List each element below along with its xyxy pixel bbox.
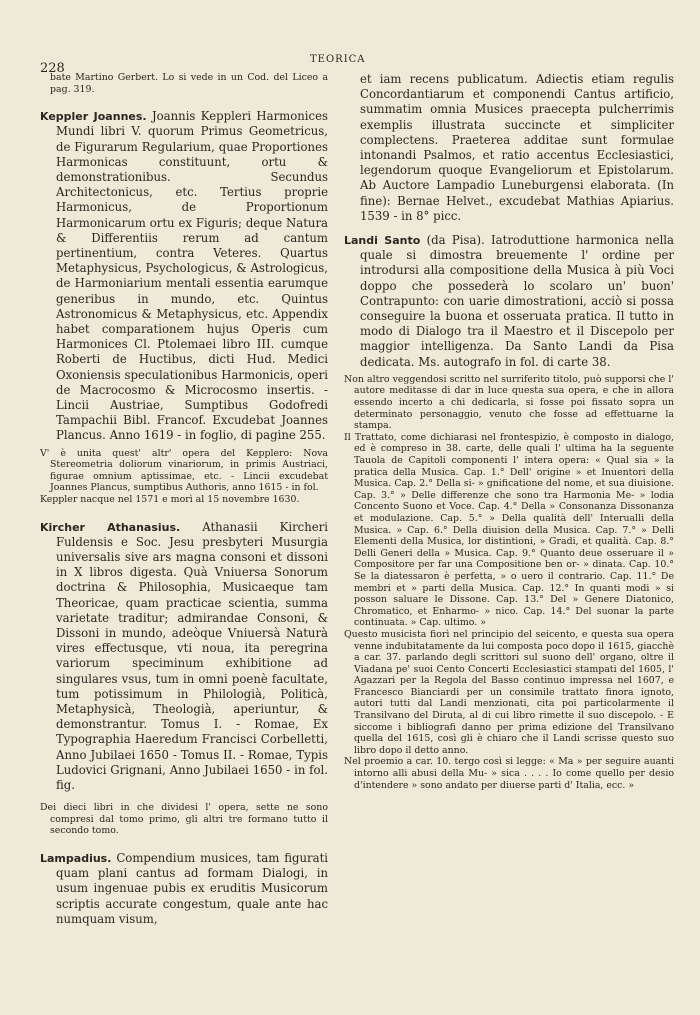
page-number: 228 [40,61,65,76]
keppler-note-1: V' è unita quest' altr' opera del Kepplero: Nova Stereometria doliorum vinariorum, in primis Austriaci, figurae omnium aptissimae, etc. - Lincii excudebat Joannes Plancus, sumptibus Authoris, anno 1615 - in fol. [40,447,328,494]
entry-keppler-text: Joannis Keppleri Harmonices Mundi libri V. quorum Primus Geometricus, de Figurarum Regularium, quae Proportiones Harmonicas constituunt, ortu & demonstrationibus. Secundus Architectonicus, etc. Tertius proprie Harmonicus, de Proportionum Harmonicarum ortu ex Figuris; deque Natura & Differentiis rerum ad cantum pertinentium, contra Veteres. Quartus Metaphysicus, Psychologicus, & Astrologicus, de Harmoniarium mentali essentia earumque generibus in mundo, etc. Quintus Astronomicus & Metaphysicus, etc. Appendix habet comparationem hujus Operis cum Harmonices Cl. Ptolemaei libro III. cumque Roberti de Huctibus, dicti Hud. Medici Oxoniensis speculationibus Harmonicis, operi de Macrocosmo & Microcosmo insertis. - Lincii Austriae, Sumptibus Godofredi Tampachii Bibl. Francof. Excudebat Joannes Plancus. Anno 1619 - in foglio, di pagine 255. [56,109,329,443]
entry-landi-name: Landi Santo [344,234,421,248]
running-head: TEORICA [310,54,366,65]
entry-lampadius [40,851,328,927]
entry-keppler-name: Keppler Joannes. [40,110,147,124]
right-column [344,72,674,791]
keppler-note-2: Keppler nacque nel 1571 e morì al 15 novembre 1630. [40,494,300,506]
landi-note-3: Questo musicista fiorì nel principio del seicento, e questa sua opera venne indubitatamente da lui composta poco dopo il 1615, giacchè a car. 37. parlando degli scrittori sul suono dell' organo, oltre il Viadana pe' suoi Cento Concerti Ecclesiastici stampati del 1605, l' Agazzari per la Regola del Basso continuo impressa nel 1607, e Francesco Bianciardi per un consimile trattato finora ignoto, autori tutti dal Landi menzionati, cita poi particolarmente il Transilvano del Diruta, al di cui libro rimette il suo discepolo. - E siccome i bibliografi danno per prima edizione del Transilvano quella del 1615, così gli è chiaro che il Landi scrisse questo suo libro dopo il detto anno. [344,628,674,756]
entry-lampadius-name: Lampadius. [40,852,112,866]
entry-kircher-text: Athanasii Kircheri Fuldensis e Soc. Jesu presbyteri Musurgia universalis sive ars magna consoni et dissoni in X libros digesta. Quà Vniuersa Sonorum doctrina & Philosophia, Musicaeque tam Theoricae, quam practicae scientia, summa varietate traditur; admirandae Consoni, & Dissoni in mundo, adeòque Vniuersà Naturà vires effectusque, vti noua, ita peregrina variorum speciminum exhibitione ad singulares vsus, tum in omni poenè facultate, tum potissimum in Philologià, Politicà, Metaphysicà, Theologià, aperiuntur, & demonstrantur. Tomus I. - Romae, Ex Typographia Haeredum Francisci Corbelletti, Anno Jubilaei 1650 - Tomus II. - Romae, Typis Ludovici Grignani, Anno Jubilaei 1650 - in fol. fig. [56,519,328,793]
entry-landi-text: (da Pisa). Iatroduttione harmonica nella quale si dimostra breuemente l' ordine per introdursi alla compositione della Musica à più Voci doppo che possederà lo scolaro un' buon' Contrapunto: con uarie dimostrationi, acciò si possa conseguire la buona et osseruata pratica. Il tutto in modo di Dialogo tra il Maestro et il Discepolo per maggior intelligenza. Da Santo Landi da Pisa dedicata. Ms. autografo in fol. di carte 38. [360,233,675,369]
entry-kircher-name: Kircher Athanasius. [40,520,181,534]
left-column [40,72,328,927]
landi-note-4: Nel proemio a car. 10. tergo così si legge: « Ma » per seguire auanti intorno alli abusi della Mu- » sica . . . . Io come quello per desio d'intendere » sono andato per diuerse parti d' Italia, ecc. » [344,756,674,791]
entry-keppler [40,109,328,443]
entry-lampadius-text: Compendium musices, tam figurati quam plani cantus ad formam Dialogi, in usum ingenuae pubis ex eruditis Musicorum scriptis accurate congestum, quale ante hac numquam visum, [56,851,329,926]
entry-landi [344,233,674,370]
kircher-note: Dei dieci libri in che dividesi l' opera, sette ne sono compresi dal tomo primo, gli altri tre formano tutto il secondo tomo. [40,802,328,837]
lampadius-continuation: et iam recens publicatum. Adiectis etiam regulis Concordantiarum et componendi Cantus artificio, summatim omnia Musices praecepta pulcherrimis exemplis illustrata succincte et simpliciter complectens. Praeterea additae sunt formulae intonandi Psalmos, et ratio accentus Ecclesiastici, legendorum quoque Evangeliorum et Epistolarum. Ab Auctore Lampadio Luneburgensi elaborata. (In fine): Bernae Helvet., excudebat Mathias Apiarius. 1539 - in 8° picc. [360,72,674,223]
landi-note-2: Il Trattato, come dichiarasi nel frontespizio, è composto in dialogo, ed è compreso in 38. carte, delle quali l' ultima ha la seguente Tauola de Capitoli componenti l' intera opera: « Qual sia » la pratica della Musica. Cap. 1.° Dell' origine » et Inuentori della Musica. Cap. 2.° Della si- » gnificatione del nome, et sua diuisione. Cap. 3.° » Delle differenze che sono tra Harmonia Me- » lodia Concento Suono et Voce. Cap. 4.° Della » Consonanza Dissonanza et modulazione. Cap. 5.° » Della qualità dell' Interualli della Musica. » Cap. 6.° Della diuision della Musica. Cap. 7.° » Delli Elementi della Musica, lor distintioni, » Gradi, et qualità. Cap. 8.° Delli Generi della » Musica. Cap. 9.° Quanto deue osseruare il » Compositore per far una Compositione ben or- » dinata. Cap. 10.° Se la diatessaron è perfetta, » o uero il contrario. Cap. 11.° De membri et » parti della Musica. Cap. 12.° In quanti modi » si posson saluare le Dissone. Cap. 13.° Del » Genere Diatonico, Chromatico, et Enharmo- » nico. Cap. 14.° Del suonar la parte continuata. » Cap. ultimo. » [344,431,674,629]
gerbert-note: bate Martino Gerbert. Lo si vede in un Cod. del Liceo a pag. 319. [50,72,328,95]
landi-note-1: Non altro veggendosi scritto nel surriferito titolo, può supporsi che l' autore meditasse di dar in luce questa sua opera, e che in allora essendo incerto a chi dedicarla, si fosse poi fissato sopra un determinato personaggio, venuto che fosse ad effettuarne la stampa. [344,373,674,432]
entry-kircher [40,520,328,794]
